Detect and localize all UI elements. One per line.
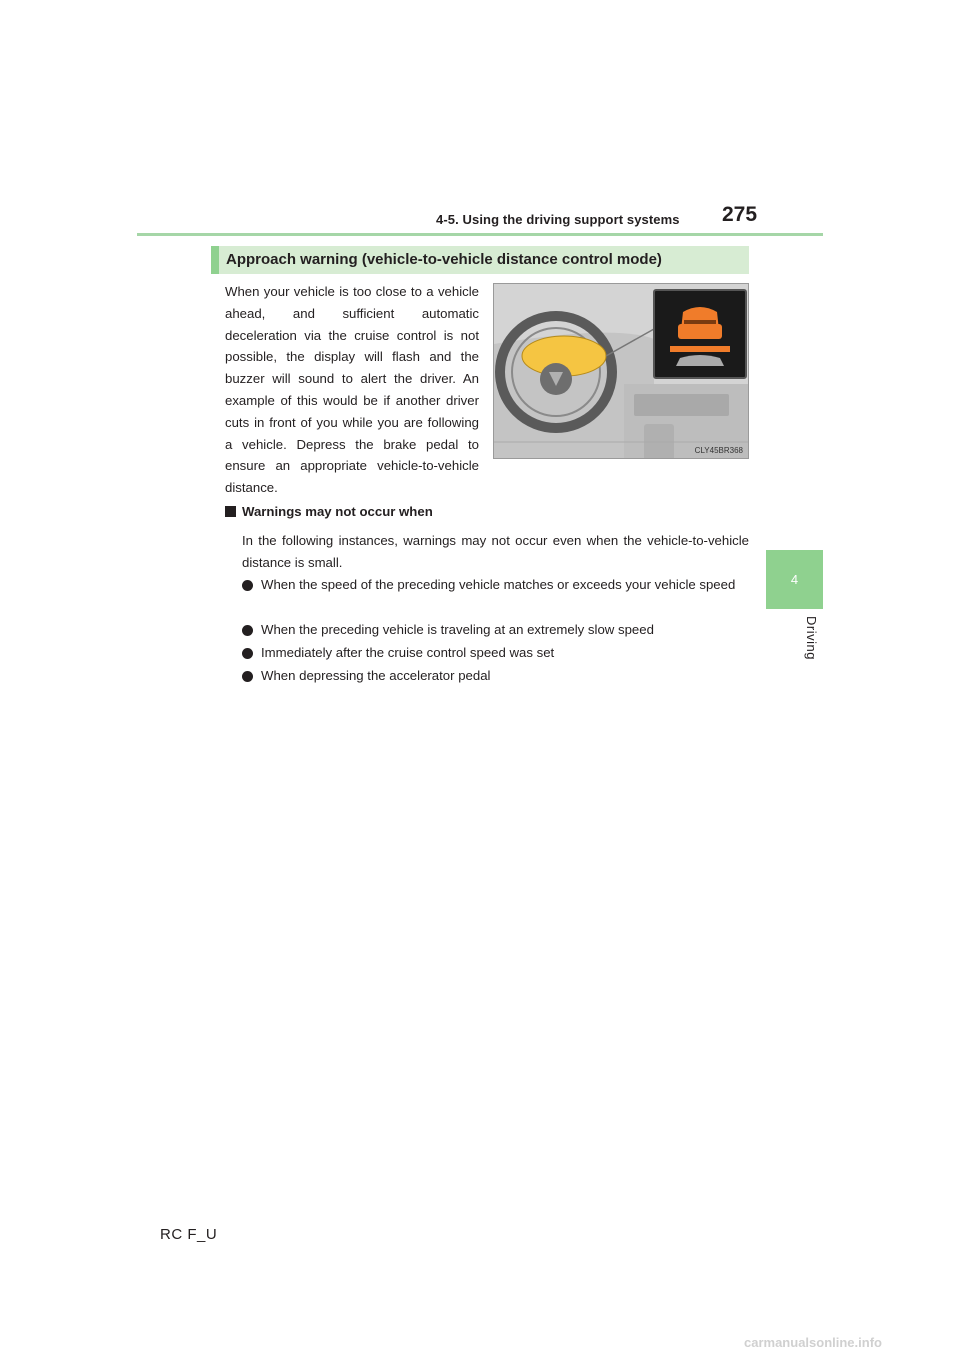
list-item: When the speed of the preceding vehicle matches or exceeds your vehicle speed (242, 574, 749, 596)
footer-model-code: RC F_U (160, 1226, 218, 1243)
header-divider (137, 233, 823, 236)
bullet-icon (242, 625, 253, 636)
page-number: 275 (722, 203, 758, 226)
bullet-icon (242, 671, 253, 682)
bullet-icon (242, 648, 253, 659)
chapter-label: Driving (804, 616, 819, 660)
list-item: Immediately after the cruise control speed was set (242, 642, 749, 664)
bullet-icon (242, 580, 253, 591)
intro-paragraph: When your vehicle is too close to a vehicle ahead, and sufficient automatic deceleration via the cruise control is not possible, the display will flash and the buzzer will sound to alert the driver. An example of this would be if another driver cuts in front of you while you are following a vehicle. Depress the brake pedal to ensure an appropriate vehicle-to-vehicle distance. (225, 284, 479, 496)
distance-bar (670, 346, 730, 352)
figure-code: CLY45BR368 (694, 446, 743, 455)
list-item: When depressing the accelerator pedal (242, 665, 749, 687)
dashboard-drawing (494, 284, 749, 459)
subsection-heading: Warnings may not occur when (225, 504, 433, 519)
subsection-paragraph: In the following instances, warnings may not occur even when the vehicle-to-vehicle distance is small. (242, 533, 749, 570)
chapter-tab: 4 (766, 550, 823, 609)
dashboard-illustration (493, 283, 749, 459)
running-header-section: 4-5. Using the driving support systems (436, 212, 680, 227)
watermark: carmanualsonline.info (744, 1335, 882, 1350)
square-bullet-icon (225, 506, 236, 517)
section-heading: Approach warning (vehicle-to-vehicle distance control mode) (211, 246, 749, 274)
list-item: When the preceding vehicle is traveling at an extremely slow speed (242, 619, 749, 641)
